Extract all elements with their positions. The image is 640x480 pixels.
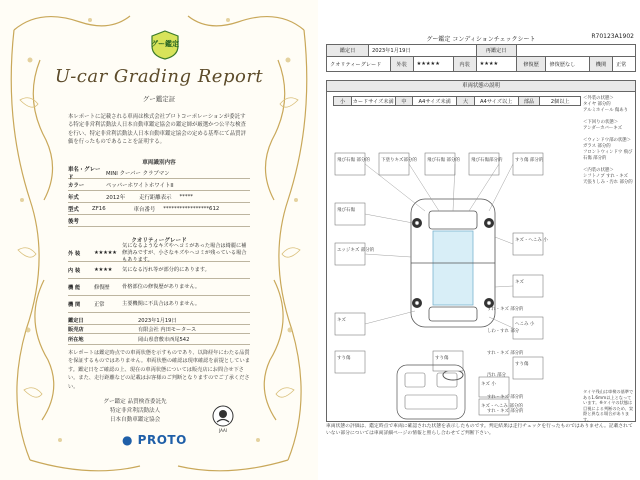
sheet-header-table [326, 44, 636, 72]
header-engine-value: 正常 [612, 57, 635, 72]
remarks-label: 後考 [68, 218, 79, 225]
model-value: MINI クーパー クラブマン [106, 170, 170, 177]
side-note: アンダーカバーキズ [583, 126, 622, 131]
type-value: ZF16 [92, 205, 106, 212]
damage-label: すり傷 [435, 356, 449, 361]
damage-box [469, 153, 499, 175]
damage-box [379, 153, 409, 175]
damage-label: 下塗りキズ部分的 [381, 158, 417, 163]
vehicle-remarks-row [68, 215, 250, 227]
grading-certificate [0, 0, 318, 480]
interior-label: すれ・キズ 部分的 [487, 409, 524, 414]
damage-label: 飛び石傷 部分的 [427, 158, 460, 163]
header-date-value: 2023年1月19日 [369, 45, 477, 57]
sheet-disclaimer: 車両状態の評価は、鑑定時点で車両に確認された状態を表示したものです。判定結果は走行チェックを行ったものではありません。記載されていない部分については車両詳細ページの情報と照らし合わせてご判断下さい。 [326, 424, 633, 436]
certificate-subtitle: グー鑑定証 [142, 95, 176, 103]
year-value: 2012年 [106, 194, 126, 201]
interior-label: すれ・キズ 部分的 [487, 351, 524, 356]
side-note: 天張りしみ・汚れ 部分的 [583, 180, 633, 185]
interior-label: しわ・すれ 部分 [487, 329, 520, 334]
date-label: 鑑定日 [68, 317, 84, 324]
side-note: アルミホイール 傷あり [583, 108, 629, 113]
badge-text: グー鑑定 [151, 40, 179, 48]
condition-box [326, 80, 636, 422]
certificate-intro: 本レポートに記載される車両は株式会社プロトコーポレーションが委託する特定非営利活動法人日本自動車鑑定協会の鑑定師が厳選かつ公平な検査を行い、特定非営利活動法人日本自動車鑑定協会の定める基準にて品質評価を行ったものであることを証明する。 [68, 114, 246, 146]
interior-label: 汚れ 部分 [487, 373, 506, 378]
appraisal-office [90, 398, 180, 425]
type-label: 型式 [68, 206, 79, 213]
mechanical-label: 機 能 [68, 284, 81, 291]
interior-label: すれ・キズ 部分的 [487, 395, 524, 400]
header-quality-label: クオリティーグレード [327, 57, 391, 72]
jaai-logo-icon [212, 405, 234, 427]
exterior-description: 気になるようなキズやヘコミがあった場合は綺麗に補修済みですが、小さなキズやヘコミが残っている場合もあります。 [122, 242, 247, 263]
quality-exterior-row [68, 242, 250, 263]
side-note: フロントウィンドウ 飛び石傷 部分的 [583, 150, 633, 161]
year-label: 年式 [68, 194, 79, 201]
info-date-row [68, 316, 250, 325]
color-value: ペッパーホワイトホワイトII [106, 182, 174, 189]
condition-title: 車両状態の説明 [327, 81, 635, 92]
vehicle-year-row [68, 191, 250, 203]
header-reappraisal-label: 再鑑定日 [476, 45, 516, 57]
exterior-stars: ★★★★★ [94, 250, 117, 256]
side-note: タイヤ 部分的 [583, 102, 611, 107]
damage-box [335, 313, 365, 335]
quality-mechanical-row [68, 279, 250, 296]
condition-check-sheet [322, 0, 640, 480]
vehicle-section-title: 車両識別内容 [142, 160, 176, 166]
engine-description: 主要機関に不具合はありません。 [122, 300, 201, 307]
damage-label: 飛び石傷 部分的 [337, 158, 370, 163]
office-line: 特定非営利活動法人 [109, 408, 161, 414]
legend-parts-value: 2個以上 [550, 98, 570, 105]
exterior-label: 外 装 [68, 250, 81, 257]
quality-interior-row [68, 262, 250, 279]
side-notes [583, 96, 635, 186]
proto-mark-icon: ● [122, 433, 133, 447]
interior-seat-diagram [391, 363, 471, 421]
size-legend [333, 96, 581, 106]
side-note: シフトノブ すれ・キズ [583, 174, 628, 179]
address-label: 所在地 [68, 336, 84, 343]
interior-label: 内 装 [68, 267, 81, 274]
damage-box [513, 233, 543, 255]
interior-stars: ★★★★ [94, 267, 113, 273]
damage-box [513, 275, 543, 297]
vehicle-model-row [68, 167, 250, 179]
header-reappraisal-value [516, 45, 635, 57]
legend-small-value: カードサイズ未満 [352, 98, 394, 105]
legend-small-label: 小 [334, 97, 352, 105]
mileage-value: ***** [179, 193, 193, 200]
side-note: ＜下回りの状態＞ [583, 120, 619, 125]
mileage-label: 走行距離表示 [139, 194, 172, 201]
header-repair-value: 修復歴なし [546, 57, 590, 72]
damage-box [513, 153, 543, 175]
legend-parts-label: 部品 [519, 97, 541, 105]
interior-description: 気になる汚れ等が部分的にあります。 [122, 266, 210, 273]
dealer-label: 販売店 [68, 326, 84, 333]
damage-label: キズ [337, 318, 346, 323]
side-note: ＜内装の状態＞ [583, 168, 614, 173]
jaai-label: JAAI [219, 428, 227, 433]
chassis-value: *****************612 [163, 205, 220, 212]
legend-large-value: A4サイズ以上 [475, 97, 519, 105]
header-interior-stars: ★★★★ [476, 57, 516, 72]
sheet-id: R70123A1902 [591, 33, 634, 40]
header-repair-label: 修復歴 [516, 57, 546, 72]
engine-grade: 正常 [94, 302, 105, 308]
proto-logo [122, 433, 187, 447]
damage-label: キズ [515, 280, 524, 285]
damage-label: すり傷 [515, 362, 529, 367]
damage-box [335, 153, 365, 175]
quality-section-title: クオリティーグレード [131, 238, 187, 244]
model-label: 車名・グレード [68, 166, 101, 181]
info-dealer-row [68, 325, 250, 334]
header-exterior-stars: ★★★★★ [413, 57, 453, 72]
header-engine-label: 機関 [589, 57, 612, 72]
legend-medium-label: 中 [396, 97, 414, 105]
dealer-value: 有限会社 内田モータース [138, 326, 197, 333]
proto-logo-text: PROTO [137, 433, 187, 447]
damage-box [335, 203, 365, 225]
address-value: 岡山県倉敷市西尾542 [138, 336, 190, 343]
damage-label: キズ・へこみ 小 [515, 238, 548, 243]
damage-label: キズ・へこみ 部分的 [481, 404, 523, 409]
quality-engine-row [68, 296, 250, 313]
date-value: 2023年1月19日 [138, 317, 177, 324]
interior-label: すれ・キズ 部分的 [487, 307, 524, 312]
side-note: ガラス 部分的 [583, 144, 611, 149]
color-label: カラー [68, 182, 85, 189]
vehicle-color-row [68, 179, 250, 191]
tire-note: タイヤ残山は車検の基準である1.6mm以上となっています。※タイヤの状態は目視による判断のため、実際と異なる場合があります。 [583, 389, 634, 422]
side-note: ＜ウィンドウ部の状態＞ [583, 138, 632, 143]
office-line: グー鑑定 品質検査委託先 [103, 399, 167, 405]
damage-label: 飛び石傷 [337, 208, 355, 213]
damage-label: すり傷 [337, 356, 351, 361]
damage-box [335, 351, 365, 373]
certificate-title: U-car Grading Report [54, 66, 264, 87]
header-exterior-label: 外装 [390, 57, 413, 72]
vehicle-type-row [68, 203, 250, 215]
damage-label: へこみ 小 [515, 322, 535, 327]
damage-label: すり傷 部分的 [515, 158, 544, 163]
damage-label: エッジキズ 部分的 [337, 248, 375, 253]
engine-label: 機 関 [68, 301, 81, 308]
sheet-title: グー鑑定 コンディションチェックシート [426, 36, 536, 43]
legend-medium-value: A4サイズ未満 [413, 97, 457, 105]
header-interior-label: 内装 [453, 57, 476, 72]
info-address-row [68, 334, 250, 345]
header-date-label: 鑑定日 [327, 45, 369, 57]
damage-label: 飛び石傷部分的 [471, 158, 503, 163]
chassis-label: 車台番号 [133, 206, 156, 213]
damage-label: キズ 小 [481, 382, 496, 387]
damage-box [425, 153, 455, 175]
damage-box [335, 243, 365, 265]
office-line: 日本自動車鑑定協会 [109, 417, 161, 423]
mechanical-description: 骨格部位の修復歴がありません。 [122, 283, 201, 290]
mechanical-grade: 修復歴 [94, 285, 110, 291]
legend-large-label: 大 [457, 97, 475, 105]
certificate-note: 本レポートは鑑定時点での車両状態を示すものであり、以降経年にわたる品質を保証するものではありません。車両状態の確認は現車確認を前提としています。鑑定日をご確認の上、現在の車両状態については販売店にお問合せ下さい。また、走行距離などの記載はお客様のご判断となりますのでご了承ください。 [68, 350, 250, 390]
side-note: ＜外装の状態＞ [583, 96, 614, 101]
